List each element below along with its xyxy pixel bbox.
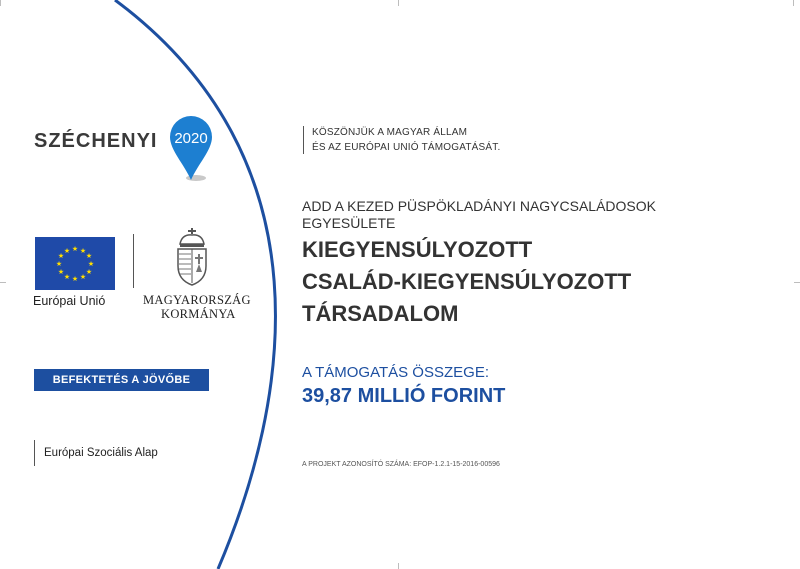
svg-text:★: ★ — [57, 252, 65, 260]
svg-text:★: ★ — [85, 268, 93, 276]
svg-text:★: ★ — [85, 252, 93, 260]
thanks-line2: ÉS AZ EURÓPAI UNIÓ TÁMOGATÁSÁT. — [312, 142, 501, 153]
svg-text:★: ★ — [79, 247, 87, 255]
svg-text:★: ★ — [63, 247, 71, 255]
divider — [303, 126, 304, 154]
organization-line1: ADD A KEZED PÜSPÖKLADÁNYI NAGYCSALÁDOSOK — [302, 198, 656, 214]
svg-text:★: ★ — [71, 275, 79, 283]
government-name-line2: KORMÁNYA — [161, 307, 236, 321]
svg-text:★: ★ — [71, 245, 79, 253]
eu-label: Európai Unió — [33, 294, 106, 308]
amount-label: A TÁMOGATÁS ÖSSZEGE: — [302, 364, 489, 381]
eu-flag-icon — [35, 237, 115, 290]
organization-line2: EGYESÜLETE — [302, 215, 396, 231]
svg-text:★: ★ — [79, 273, 87, 281]
divider — [133, 234, 134, 288]
coat-of-arms-icon — [172, 228, 212, 288]
location-pin-icon — [168, 114, 214, 184]
szechenyi-wordmark: SZÉCHENYI — [34, 130, 158, 152]
amount-value: 39,87 MILLIÓ FORINT — [302, 385, 506, 407]
project-title-line2: CSALÁD-KIEGYENSÚLYOZOTT — [302, 269, 632, 294]
project-title-line1: KIEGYENSÚLYOZOTT — [302, 237, 533, 262]
project-title-line3: TÁRSADALOM — [302, 301, 459, 326]
svg-text:★: ★ — [57, 268, 65, 276]
thanks-line1: KÖSZÖNJÜK A MAGYAR ÁLLAM — [312, 127, 468, 138]
investment-banner: BEFEKTETÉS A JÖVŐBE — [34, 369, 209, 391]
svg-text:★: ★ — [63, 273, 71, 281]
szechenyi-year: 2020 — [174, 130, 208, 147]
government-name-line1: MAGYARORSZÁG — [143, 293, 251, 307]
svg-text:★: ★ — [87, 260, 95, 268]
svg-text:★: ★ — [55, 260, 63, 268]
divider — [34, 440, 35, 466]
project-id: A PROJEKT AZONOSÍTÓ SZÁMA: EFOP-1.2.1-15-2016-00596 — [302, 461, 500, 468]
fund-name: Európai Szociális Alap — [44, 447, 158, 459]
